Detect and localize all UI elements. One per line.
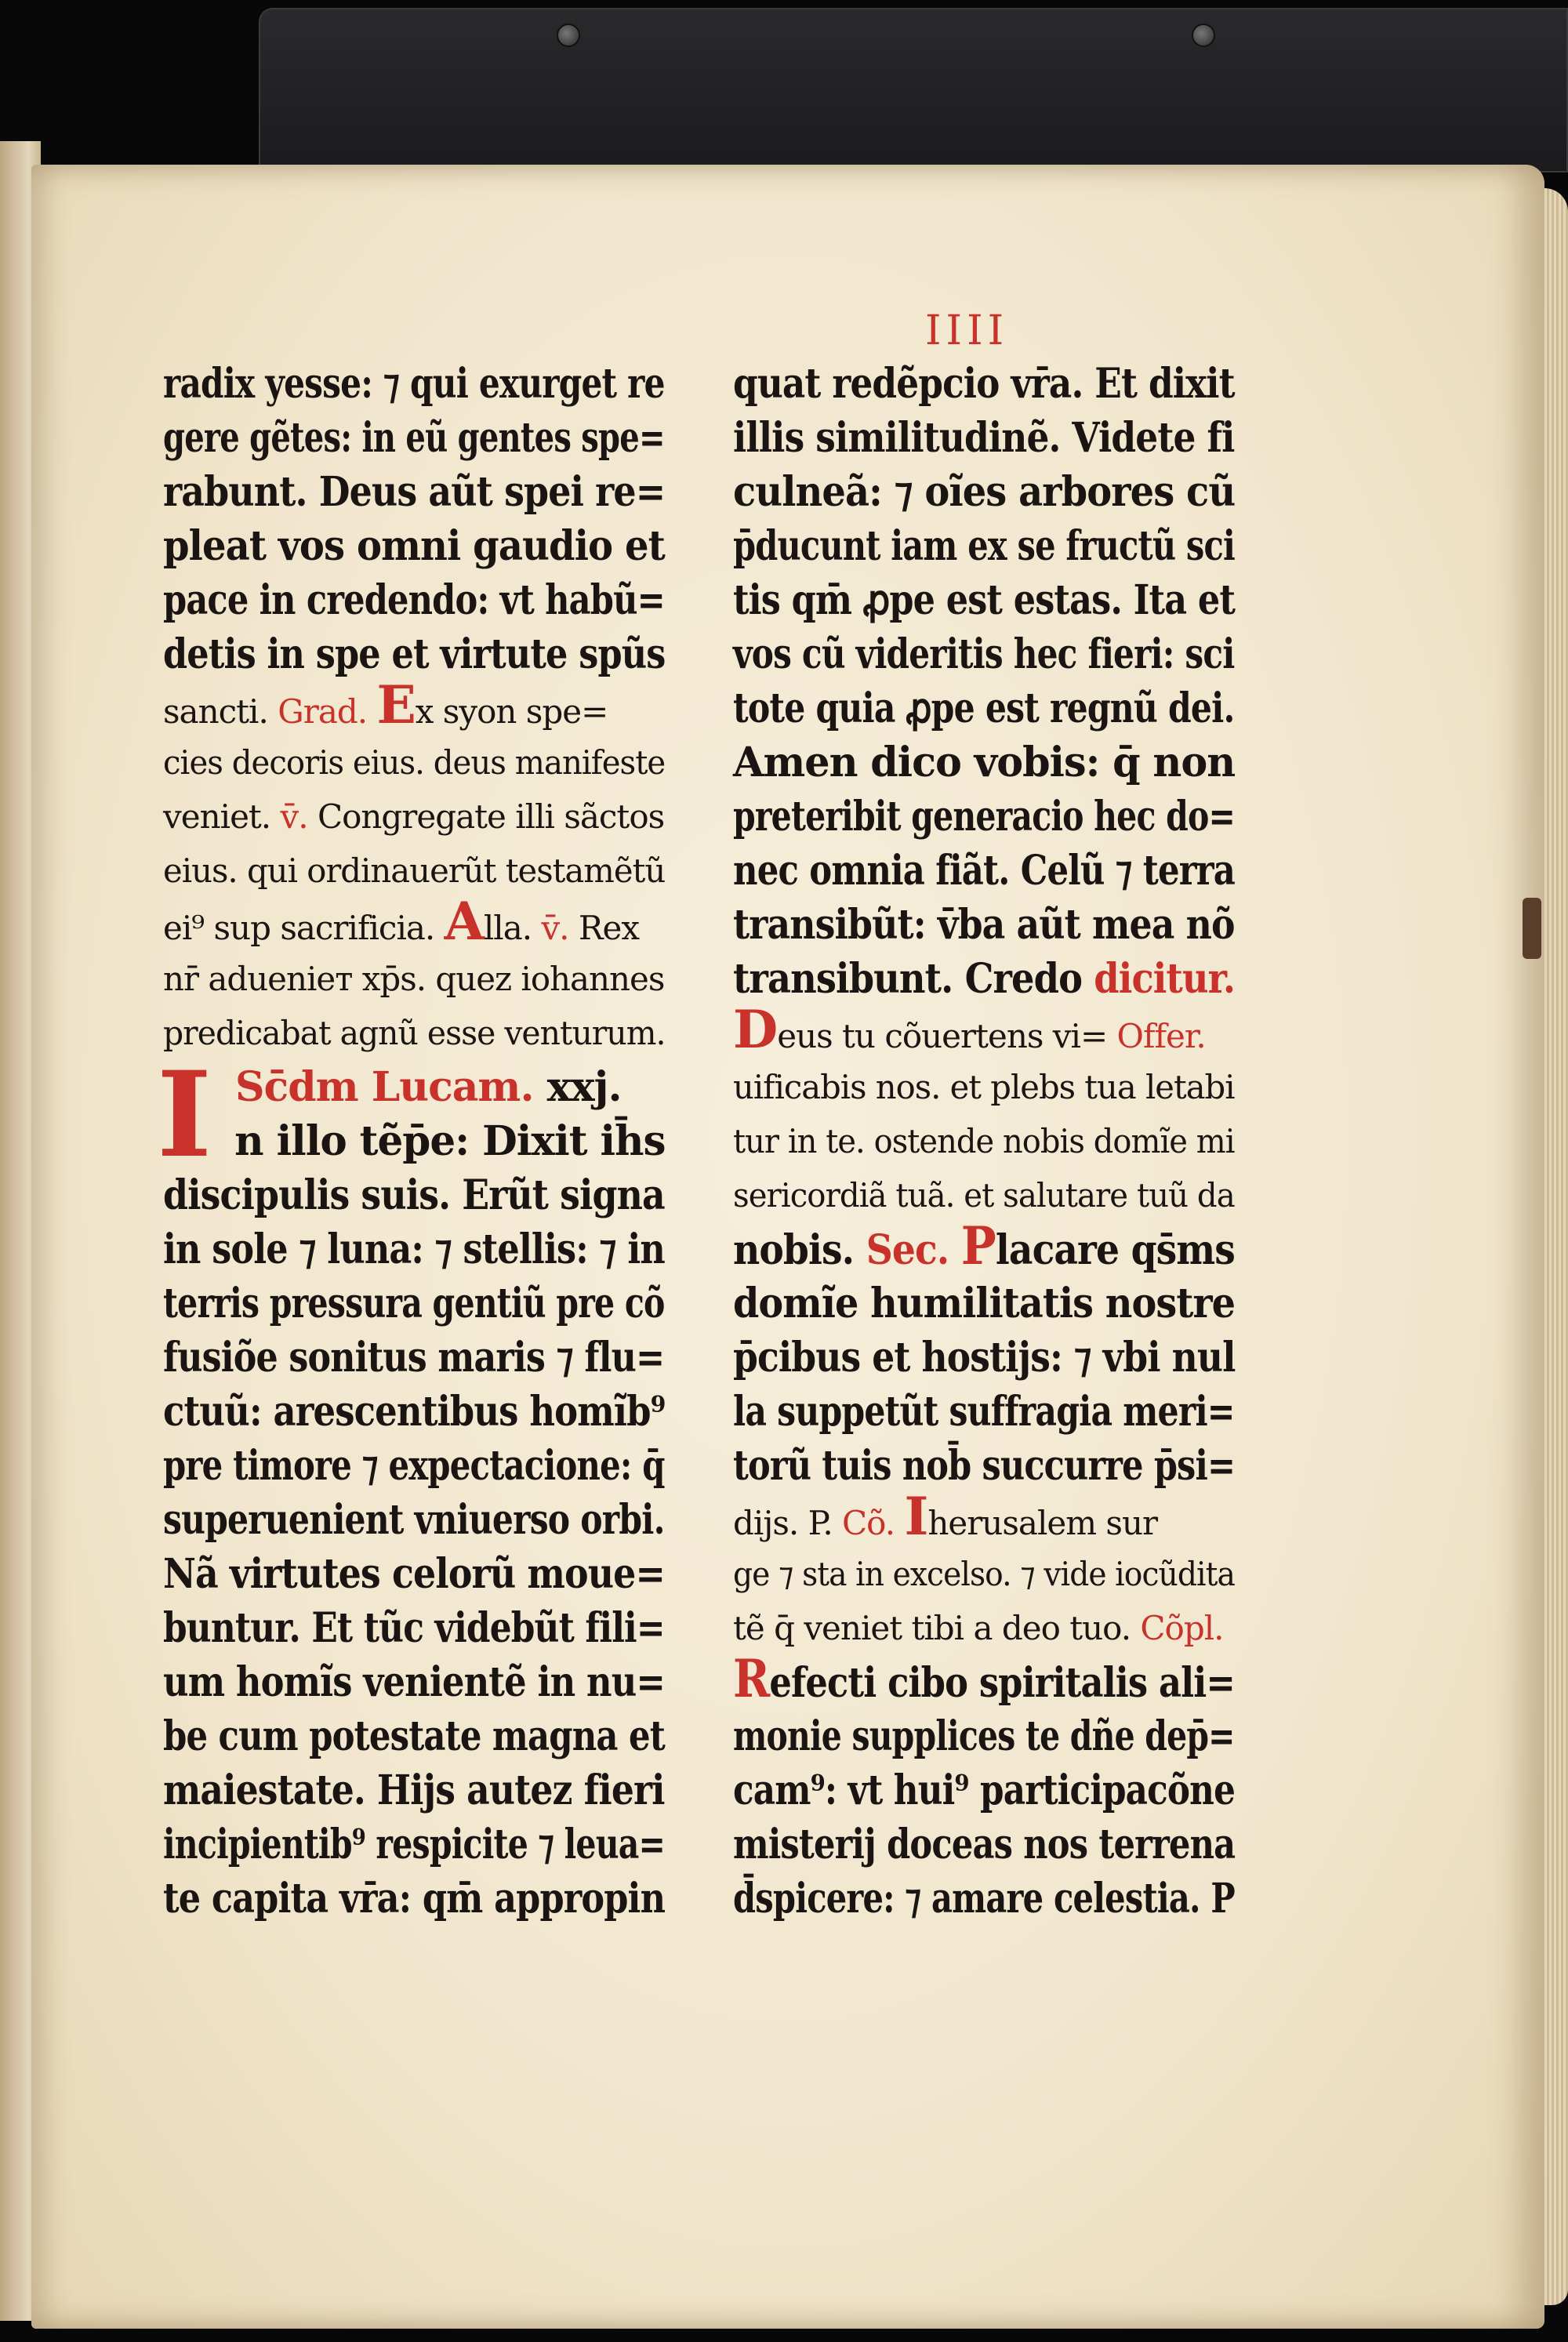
text-line (733, 898, 1235, 952)
text-segment: herusalem sur (927, 1504, 1158, 1542)
left-text-column (157, 357, 666, 1926)
text-line (733, 1060, 1235, 1114)
text-segment: rabunt. Deus aũt spei re= (163, 468, 666, 516)
text-segment: efecti cibo spiritalis ali= (769, 1659, 1236, 1707)
text-line (163, 519, 665, 573)
text-segment: monie supplices te dñe dep̄= (733, 1712, 1235, 1760)
text-segment: misterij doceas nos terrena (733, 1821, 1236, 1868)
scanner-bracket (259, 8, 1568, 172)
text-line (733, 952, 1236, 1006)
drop-capital: I (157, 1046, 212, 1184)
text-segment: transibũt: v̄ba aũt mea nõ (733, 901, 1235, 949)
text-segment: la suppetũt suffragia meri= (733, 1388, 1235, 1436)
text-segment: tote quia ꝓpe est regnũ dei. (733, 684, 1235, 732)
text-line (733, 1215, 1235, 1276)
text-line (733, 1648, 1236, 1709)
text-line (733, 790, 1236, 844)
folio-number: IIII (925, 307, 1009, 354)
right-text-column (733, 357, 1235, 1926)
text-segment: gere gẽtes: in eũ gentes spe= (163, 414, 665, 462)
text-segment: Rex (578, 909, 640, 947)
text-line (163, 674, 665, 735)
text-line (733, 627, 1235, 681)
text-line (733, 735, 1236, 790)
text-segment: x syon spe= (415, 692, 608, 731)
text-line (733, 519, 1236, 573)
text-segment: fusiõe sonitus maris ⁊ flu= (163, 1334, 665, 1382)
text-line (733, 1547, 1235, 1601)
text-segment: pleat vos omni gaudio et (163, 522, 665, 570)
text-segment: predicabat agnũ esse venturum. (163, 1014, 666, 1052)
rubric-text: Sc̄dm Lucam. (235, 1063, 547, 1111)
text-segment: domĩe humilitatis nostre (733, 1280, 1236, 1327)
text-line (163, 1006, 666, 1060)
rubric-initial: R (733, 1648, 770, 1709)
text-segment: lla. (483, 909, 542, 947)
text-segment: Amen dico vobis: q̄ non (733, 739, 1236, 786)
text-line (163, 1276, 665, 1331)
text-segment: incipientib⁹ respicite ⁊ leua= (163, 1821, 666, 1868)
text-line (733, 1486, 1235, 1547)
text-segment: superuenient vniuerso orbi. (163, 1496, 665, 1544)
text-segment: nr̄ aduenieт xp̄s. quez iohannes (163, 960, 665, 998)
text-segment: n illo tẽp̄e: Dixit ih̄s (234, 1117, 666, 1165)
text-line (733, 1385, 1235, 1439)
text-line (733, 1709, 1235, 1763)
text-segment: tis qm̄ ꝓpe est estas. Ita et (733, 576, 1236, 624)
rubric-text: v̄. (280, 797, 318, 836)
text-line (163, 844, 666, 898)
text-segment: ge ⁊ sta in excelso. ⁊ vide iocũdita (733, 1555, 1235, 1593)
text-line (163, 1114, 666, 1168)
text-line (733, 1276, 1236, 1331)
text-segment: buntur. Et tũc videbũt fili= (163, 1604, 665, 1652)
text-segment: sancti. (163, 692, 278, 731)
text-line (163, 465, 666, 519)
text-line (163, 573, 665, 627)
rubric-initial: D (733, 999, 778, 1060)
text-segment: ei⁹ sup sacrificia. (163, 909, 445, 947)
text-segment: xxj. (546, 1063, 622, 1111)
rubric-initial: I (904, 1486, 928, 1547)
text-line (163, 411, 665, 465)
text-segment: transibunt. Credo (733, 955, 1094, 1003)
text-line (163, 1601, 665, 1655)
text-line (733, 1817, 1236, 1872)
text-line (733, 573, 1236, 627)
text-segment: d̄spicere: ⁊ amare celestia. P (733, 1875, 1235, 1923)
text-segment: pre timore ⁊ expectacione: q̄ (163, 1442, 665, 1490)
screw-icon (557, 24, 580, 47)
text-segment: te capita vr̄a: qm̄ appropin (163, 1875, 666, 1923)
screw-icon (1192, 24, 1215, 47)
text-line (163, 1493, 665, 1547)
text-line (733, 465, 1236, 519)
text-segment: nec omnia fiãt. Celũ ⁊ terra (733, 847, 1236, 895)
text-segment: p̄cibus et hostijs: ⁊ vbi nul (733, 1334, 1236, 1382)
text-segment: discipulis suis. Erũt signa (163, 1171, 665, 1219)
text-line (733, 999, 1235, 1060)
text-segment: nobis. (733, 1226, 866, 1274)
text-line (733, 1114, 1235, 1168)
text-line (733, 1331, 1236, 1385)
text-line (163, 1331, 665, 1385)
text-line (163, 357, 665, 411)
rubric-text: Cõ. (842, 1504, 905, 1542)
text-line (163, 1817, 666, 1872)
text-segment: culneã: ⁊ oĩes arbores cũ (733, 468, 1236, 516)
text-segment: um homĩs venientẽ in nu= (163, 1658, 666, 1706)
text-line (733, 357, 1235, 411)
text-segment: vos cũ videritis hec fieri: sci (733, 630, 1235, 678)
text-segment: Nã virtutes celorũ moue= (163, 1550, 666, 1598)
rubric-initial: P (960, 1215, 996, 1276)
text-segment: illis similitudinẽ. Videte fi (733, 414, 1235, 462)
text-segment: be cum potestate magna et (163, 1712, 665, 1760)
text-line (163, 1385, 666, 1439)
text-segment: dijs. P. (733, 1504, 843, 1542)
text-segment: in sole ⁊ luna: ⁊ stellis: ⁊ in (163, 1225, 665, 1273)
text-segment: tur in te. ostende nobis domĩe mi (733, 1122, 1235, 1160)
text-segment: terris pressura gentiũ pre cõ (163, 1280, 665, 1327)
text-segment: torũ tuis nob̄ succurre p̄si= (733, 1442, 1236, 1490)
text-segment: cies decoris eius. deus manifeste (163, 743, 666, 782)
text-line (163, 1763, 665, 1817)
text-line (163, 1222, 665, 1276)
rubric-text: Cõpl. (1140, 1609, 1224, 1647)
text-line (733, 844, 1236, 898)
text-segment: pace in credendo: vt habũ= (163, 576, 665, 624)
text-line (163, 952, 664, 1006)
text-segment: quat redẽpcio vr̄a. Et dixit (733, 360, 1235, 408)
text-segment: p̄ducunt iam ex se fructũ sci (733, 522, 1236, 570)
text-line (163, 1655, 666, 1709)
rubric-text: Grad. (278, 692, 377, 731)
text-segment: maiestate. Hijs autez fieri (163, 1766, 665, 1814)
text-segment: sericordiã tuã. et salutare tuũ da (733, 1176, 1235, 1215)
text-line (163, 1709, 665, 1763)
rubric-initial: E (376, 674, 416, 735)
text-line (733, 1439, 1236, 1493)
text-line (163, 790, 665, 844)
text-line (163, 1872, 666, 1926)
rubric-text: dicitur. (1094, 955, 1236, 1003)
rubric-initial: A (444, 891, 484, 952)
text-segment: preteribit generacio hec do= (733, 793, 1236, 841)
text-segment: detis in spe et virtute spũs (163, 630, 666, 678)
text-segment: Congregate illi sãctos (317, 797, 665, 836)
text-segment: cam⁹: vt hui⁹ participacõne (733, 1766, 1236, 1814)
rubric-text: Offer. (1116, 1017, 1206, 1055)
text-line (163, 627, 666, 681)
text-segment: eus tu cõuertens vi= (777, 1017, 1117, 1055)
text-line (163, 735, 666, 790)
text-line (733, 1168, 1235, 1222)
text-line (733, 681, 1235, 735)
text-line (163, 1439, 665, 1493)
bookmark-tab (1523, 898, 1541, 959)
text-segment: tẽ q̄ veniet tibi a deo tuo. (733, 1609, 1141, 1647)
text-line (733, 411, 1235, 465)
text-line (163, 1168, 665, 1222)
text-segment: uificabis nos. et plebs tua letabi (733, 1068, 1235, 1106)
text-line (163, 891, 665, 952)
text-line (733, 1601, 1235, 1655)
rubric-text: v̄. (541, 909, 579, 947)
text-segment: radix yesse: ⁊ qui exurget re (163, 360, 665, 408)
text-line (733, 1763, 1236, 1817)
rubric-text: Sec. (866, 1226, 961, 1274)
text-line (163, 1547, 666, 1601)
text-segment: eius. qui ordinauerũt testamẽtũ (163, 851, 666, 890)
text-line (733, 1872, 1235, 1926)
text-segment: ctuũ: arescentibus homĩb⁹ (163, 1388, 666, 1436)
text-segment: veniet. (163, 797, 281, 836)
text-segment: lacare qs̄ms (995, 1226, 1235, 1274)
